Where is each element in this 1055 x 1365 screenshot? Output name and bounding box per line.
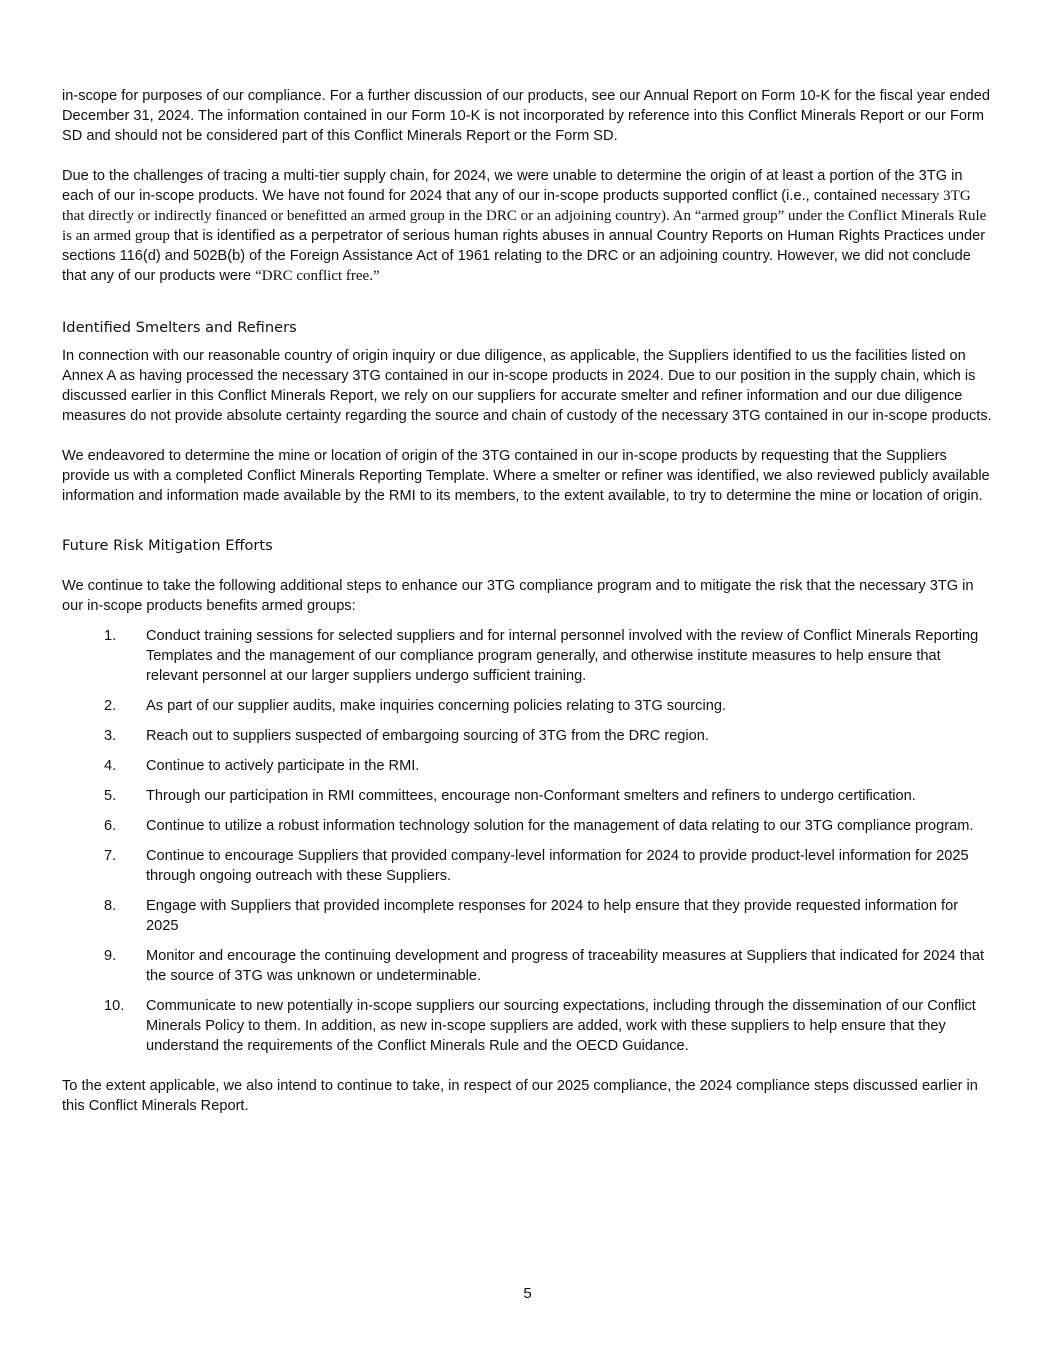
list-item — [62, 726, 994, 746]
smelters-paragraph-2: We endeavored to determine the mine or location of origin of the 3TG contained in our in-scope products by requesting that the Suppliers provide us with a completed Conflict Minerals Reporting Template. Where a smelter or refiner was identified, we also reviewed publicly available information and information made available by the RMI to its members, to the extent available, to try to determine the mine or location of origin. — [62, 448, 990, 504]
list-item-text: Continue to utilize a robust information technology solution for the management of data relating to our 3TG compliance program. — [146, 818, 974, 834]
list-item-text: Communicate to new potentially in-scope suppliers our sourcing expectations, including through the dissemination of our Conflict Minerals Policy to them. In addition, as new in-scope suppliers are added, work with these suppliers to help ensure that they understand the requirements of the Conflict Minerals Rule and the OECD Guidance. — [146, 998, 976, 1054]
list-item-text: Through our participation in RMI committees, encourage non-Conformant smelters and refiners to undergo certification. — [146, 788, 916, 804]
risk-heading: Future Risk Mitigation Efforts — [62, 537, 273, 554]
list-item-number: 10. — [104, 998, 125, 1014]
list-item-text: As part of our supplier audits, make inquiries concerning policies relating to 3TG sourcing. — [146, 698, 726, 714]
list-item — [62, 996, 994, 1056]
list-item-number: 5. — [104, 788, 117, 804]
list-item-text: Engage with Suppliers that provided incomplete responses for 2024 to help ensure that they provide requested information for 2025 — [146, 898, 959, 934]
list-item — [62, 896, 994, 936]
risk-intro-paragraph: We continue to take the following additional steps to enhance our 3TG compliance program and to mitigate the risk that the necessary 3TG in our in-scope products benefits armed groups: — [62, 578, 974, 614]
smelters-paragraph-1: In connection with our reasonable country of origin inquiry or due diligence, as applicable, the Suppliers identified to us the facilities listed on Annex A as having processed the necessary 3TG contained in our in-scope products in 2024. Due to our position in the supply chain, which is discussed earlier in this Conflict Minerals Report, we rely on our suppliers for accurate smelter and refiner information and our due diligence measures do not provide absolute certainty regarding the source and chain of custody of the necessary 3TG contained in our in-scope products. — [62, 348, 992, 424]
list-item-number: 4. — [104, 758, 117, 774]
list-item-number: 1. — [104, 628, 117, 644]
list-item-number: 2. — [104, 698, 117, 714]
closing-paragraph: To the extent applicable, we also intend to continue to take, in respect of our 2025 compliance, the 2024 compliance steps discussed earlier in this Conflict Minerals Report. — [62, 1078, 978, 1114]
challenges-text-c: that is identified as a perpetrator of serious human rights abuses in annual Country Reports on Human Rights Practices under sections 116(d) and 502B(b) of the Foreign Assistance Act of 1961 relating to the DRC or an adjoining country. However, we did not conclude that any of our products were — [62, 228, 986, 284]
page-content — [62, 86, 994, 1116]
list-item — [62, 626, 994, 686]
challenges-paragraph — [62, 166, 994, 286]
smelters-heading: Identified Smelters and Refiners — [62, 319, 297, 336]
list-item — [62, 816, 994, 836]
list-item-text: Monitor and encourage the continuing development and progress of traceability measures at Suppliers that indicated for 2024 that the source of 3TG was unknown or undeterminable. — [146, 948, 985, 984]
list-item-number: 3. — [104, 728, 117, 744]
list-item-text: Conduct training sessions for selected suppliers and for internal personnel involved with the review of Conflict Minerals Reporting Templates and the management of our compliance program generally, and otherwise institute measures to help ensure that relevant personnel at our larger suppliers undergo sufficient training. — [146, 628, 979, 684]
list-item — [62, 946, 994, 986]
list-item-number: 9. — [104, 948, 117, 964]
list-item-text: Continue to encourage Suppliers that provided company-level information for 2024 to provide product-level information for 2025 through ongoing outreach with these Suppliers. — [146, 848, 969, 884]
list-item — [62, 756, 994, 776]
list-item-number: 8. — [104, 898, 117, 914]
challenges-text-d: “DRC conflict free.” — [255, 268, 380, 284]
list-item-number: 7. — [104, 848, 117, 864]
risk-steps-list — [62, 626, 994, 1056]
intro-paragraph: in-scope for purposes of our compliance. For a further discussion of our products, see our Annual Report on Form 10-K for the fiscal year ended December 31, 2024. The information contained in our Form 10-K is not incorporated by reference into this Conflict Minerals Report or our Form SD and should not be considered part of this Conflict Minerals Report or the Form SD. — [62, 88, 990, 144]
list-item — [62, 846, 994, 886]
list-item — [62, 786, 994, 806]
page-number: 5 — [523, 1285, 532, 1302]
list-item — [62, 696, 994, 716]
challenges-text-a: Due to the challenges of tracing a multi-tier supply chain, for 2024, we were unable to determine the origin of at least a portion of the 3TG in each of our in-scope products. We have not found for 2024 that any of our in-scope products supported conflict (i.e., contained — [62, 168, 963, 204]
list-item-number: 6. — [104, 818, 117, 834]
list-item-text: Reach out to suppliers suspected of embargoing sourcing of 3TG from the DRC region. — [146, 728, 709, 744]
list-item-text: Continue to actively participate in the RMI. — [146, 758, 420, 774]
challenges-text-b: necessary 3TG that directly or indirectly financed or benefitted an armed group in the DRC or an adjoining country). An “armed group” under the Conflict Minerals Rule is an armed group — [62, 188, 987, 244]
